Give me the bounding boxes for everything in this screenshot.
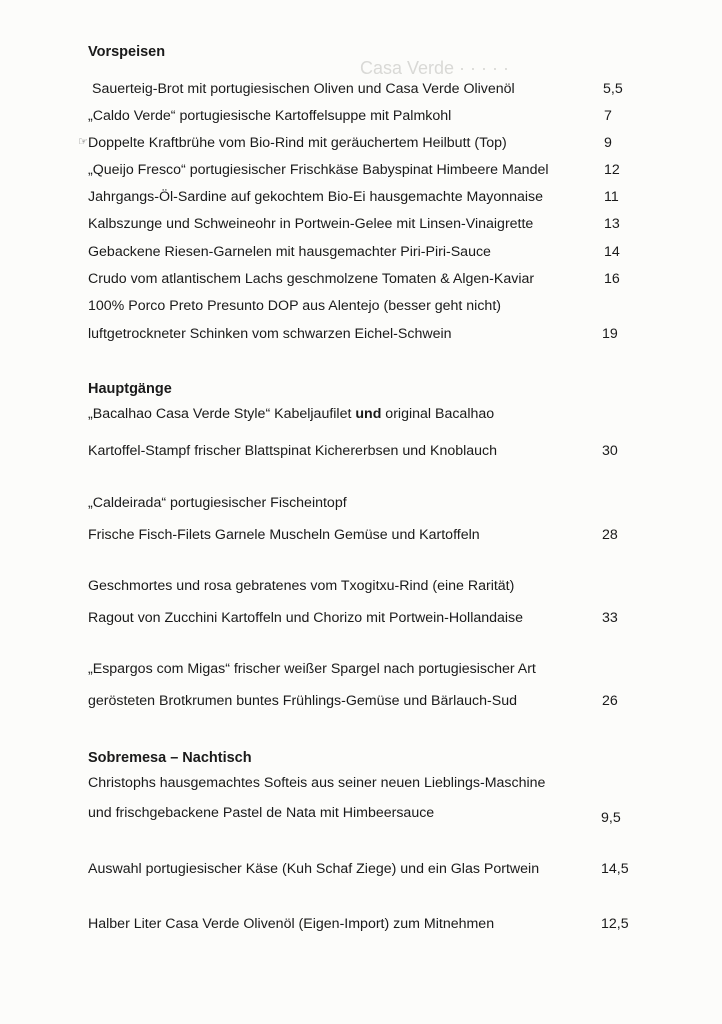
menu-item-text: Sauerteig-Brot mit portugiesischen Oliven und Casa Verde Olivenöl — [92, 81, 515, 97]
menu-item-text: Frische Fisch-Filets Garnele Muscheln Gemüse und Kartoffeln — [88, 527, 480, 543]
menu-item-text: luftgetrockneter Schinken vom schwarzen Eichel-Schwein — [88, 326, 452, 342]
menu-item-price: 28 — [602, 527, 618, 543]
menu-item-text: Christophs hausgemachtes Softeis aus seiner neuen Lieblings-Maschine — [88, 775, 546, 791]
menu-item-price: 12 — [604, 162, 620, 178]
menu-item-text-bold: und — [355, 406, 382, 422]
menu-item-text: Kalbszunge und Schweineohr in Portwein-Gelee mit Linsen-Vinaigrette — [88, 216, 534, 232]
menu-item-text: Ragout von Zucchini Kartoffeln und Chorizo mit Portwein-Hollandaise — [88, 610, 524, 626]
menu-item-price: 5,5 — [603, 81, 623, 97]
menu-item-price: 13 — [604, 216, 620, 232]
menu-item-text: „Caldo Verde“ portugiesische Kartoffelsuppe mit Palmkohl — [88, 108, 452, 124]
menu-item-price: 19 — [602, 326, 618, 342]
section-heading-sobremesa: Sobremesa – Nachtisch — [88, 750, 252, 766]
menu-item-price: 12,5 — [601, 916, 629, 932]
menu-item-text: Halber Liter Casa Verde Olivenöl (Eigen-Import) zum Mitnehmen — [88, 916, 495, 932]
menu-item-text: „Caldeirada“ portugiesischer Fischeintopf — [88, 495, 347, 511]
menu-item-text: Jahrgangs-Öl-Sardine auf gekochtem Bio-Ei hausgemachte Mayonnaise — [88, 189, 544, 205]
section-heading-vorspeisen: Vorspeisen — [88, 44, 166, 60]
menu-item-text: Gebackene Riesen-Garnelen mit hausgemachter Piri-Piri-Sauce — [88, 244, 491, 260]
menu-item-text: und frischgebackene Pastel de Nata mit Himbeersauce — [88, 805, 435, 821]
menu-item-text: Crudo vom atlantischem Lachs geschmolzene Tomaten & Algen-Kaviar — [88, 271, 535, 287]
menu-item-text: gerösteten Brotkrumen buntes Frühlings-Gemüse und Bärlauch-Sud — [88, 693, 518, 709]
pointing-hand-icon: ☞ — [78, 136, 88, 148]
menu-item-text: „Espargos com Migas“ frischer weißer Spargel nach portugiesischer Art — [88, 661, 536, 677]
menu-item-text: „Queijo Fresco“ portugiesischer Frischkäse Babyspinat Himbeere Mandel — [88, 162, 549, 178]
menu-item-text: Kartoffel-Stampf frischer Blattspinat Kichererbsen und Knoblauch — [88, 443, 498, 459]
menu-item-text: 100% Porco Preto Presunto DOP aus Alentejo (besser geht nicht) — [88, 298, 501, 314]
menu-item-text: Geschmortes und rosa gebratenes vom Txogitxu-Rind (eine Rarität) — [88, 578, 515, 594]
menu-item-text-part: original Bacalhao — [381, 406, 495, 422]
menu-item-price: 9 — [604, 135, 612, 151]
menu-item-price: 14,5 — [601, 861, 629, 877]
menu-item-price: 26 — [602, 693, 618, 709]
menu-item-price: 33 — [602, 610, 618, 626]
show-through-text: Casa Verde · · · · · — [360, 58, 510, 78]
menu-item-price: 30 — [602, 443, 618, 459]
menu-item-text — [88, 404, 634, 424]
section-heading-hauptgaenge: Hauptgänge — [88, 381, 172, 397]
menu-item-price: 11 — [604, 189, 619, 205]
menu-item-price: 7 — [604, 108, 612, 124]
menu-item-text: Auswahl portugiesischer Käse (Kuh Schaf Ziege) und ein Glas Portwein — [88, 861, 540, 877]
menu-item-text: Doppelte Kraftbrühe vom Bio-Rind mit geräuchertem Heilbutt (Top) — [88, 135, 507, 151]
menu-item-price: 9,5 — [601, 810, 621, 826]
menu-item-text-part: „Bacalhao Casa Verde Style“ Kabeljaufilet — [88, 406, 356, 422]
menu-item-price: 16 — [604, 271, 620, 287]
menu-item-price: 14 — [604, 244, 620, 260]
